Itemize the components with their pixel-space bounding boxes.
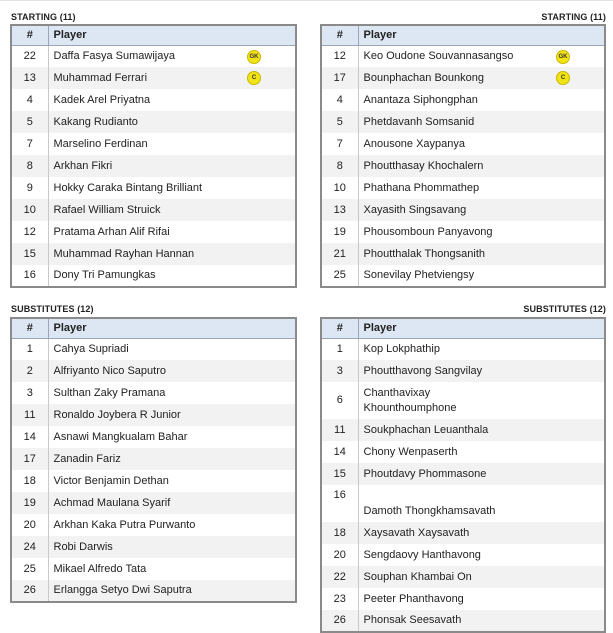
player-name: Victor Benjamin Dethan bbox=[53, 474, 169, 487]
player-name: Alfriyanto Nico Saputro bbox=[53, 364, 166, 377]
player-name: Rafael William Struick bbox=[53, 203, 161, 216]
player-number: 19 bbox=[11, 492, 48, 514]
header-player: Player bbox=[358, 25, 605, 45]
player-number: 1 bbox=[11, 338, 48, 360]
player-number: 7 bbox=[321, 133, 358, 155]
player-row bbox=[321, 338, 605, 360]
player-number: 3 bbox=[11, 382, 48, 404]
player-name: Phoutthalak Thongsanith bbox=[363, 247, 485, 260]
player-row bbox=[321, 111, 605, 133]
header-player: Player bbox=[48, 318, 296, 338]
player-name-cell bbox=[48, 155, 296, 177]
player-name: Pratama Arhan Alif Rifai bbox=[53, 225, 170, 238]
player-row bbox=[11, 155, 296, 177]
player-row bbox=[321, 133, 605, 155]
player-number: 14 bbox=[321, 441, 358, 463]
player-number: 12 bbox=[321, 45, 358, 67]
player-name: Anantaza Siphongphan bbox=[363, 93, 478, 106]
player-name: Phoutthavong Sangvilay bbox=[363, 364, 483, 377]
player-row bbox=[321, 177, 605, 199]
player-name: Damoth Thongkhamsavath bbox=[363, 505, 496, 517]
player-name: Zanadin Fariz bbox=[53, 452, 121, 465]
player-number: 4 bbox=[11, 89, 48, 111]
player-row bbox=[321, 67, 605, 89]
player-row bbox=[11, 221, 296, 243]
player-name: Sulthan Zaky Pramana bbox=[53, 386, 166, 399]
player-row bbox=[321, 265, 605, 287]
goalkeeper-badge: GK bbox=[556, 50, 570, 64]
player-number: 17 bbox=[321, 67, 358, 89]
player-name-cell bbox=[358, 360, 605, 382]
player-row bbox=[321, 566, 605, 588]
player-number: 12 bbox=[11, 221, 48, 243]
player-number: 7 bbox=[11, 133, 48, 155]
player-row bbox=[321, 360, 605, 382]
player-number: 25 bbox=[11, 558, 48, 580]
player-row bbox=[321, 522, 605, 544]
header-number: # bbox=[11, 318, 48, 338]
substitutes-table-indonesia bbox=[10, 317, 297, 603]
player-name: Souphan Khambai On bbox=[363, 570, 472, 583]
table-header-row bbox=[321, 318, 605, 338]
player-row bbox=[11, 580, 296, 602]
player-name: Bounphachan Bounkong bbox=[363, 71, 484, 84]
player-name-cell bbox=[358, 544, 605, 566]
player-row bbox=[321, 441, 605, 463]
player-number: 9 bbox=[11, 177, 48, 199]
starting-table-indonesia bbox=[10, 24, 297, 288]
player-name-cell bbox=[358, 441, 605, 463]
header-number: # bbox=[321, 25, 358, 45]
player-number: 8 bbox=[11, 155, 48, 177]
header-number: # bbox=[321, 318, 358, 338]
player-row bbox=[11, 360, 296, 382]
player-row bbox=[321, 89, 605, 111]
player-number: 14 bbox=[11, 426, 48, 448]
player-row bbox=[321, 199, 605, 221]
player-name: Arkhan Kaka Putra Purwanto bbox=[53, 518, 196, 531]
player-number: 13 bbox=[321, 199, 358, 221]
player-name: Peeter Phanthavong bbox=[363, 592, 464, 605]
player-name-cell bbox=[48, 382, 296, 404]
player-number: 5 bbox=[321, 111, 358, 133]
header-number: # bbox=[11, 25, 48, 45]
goalkeeper-badge: GK bbox=[247, 50, 261, 64]
player-name-cell bbox=[358, 155, 605, 177]
player-number: 20 bbox=[321, 544, 358, 566]
player-name: Soukphachan Leuanthala bbox=[363, 423, 489, 436]
player-name-cell bbox=[358, 89, 605, 111]
player-name: Chony Wenpaserth bbox=[363, 445, 458, 458]
player-name-cell bbox=[48, 536, 296, 558]
player-name: Sengdaovy Hanthavong bbox=[363, 548, 481, 561]
player-number: 3 bbox=[321, 360, 358, 382]
player-row bbox=[11, 558, 296, 580]
player-name-cell bbox=[48, 360, 296, 382]
player-row bbox=[321, 155, 605, 177]
player-name-cell bbox=[48, 221, 296, 243]
player-name: Muhammad Ferrari bbox=[53, 71, 148, 84]
player-name-cell bbox=[48, 265, 296, 287]
player-number: 2 bbox=[11, 360, 48, 382]
player-name-cell bbox=[48, 133, 296, 155]
player-row bbox=[11, 404, 296, 426]
player-row bbox=[11, 514, 296, 536]
player-row bbox=[11, 133, 296, 155]
player-name: Erlangga Setyo Dwi Saputra bbox=[53, 584, 192, 596]
substitutes-title-laos: SUBSTITUTES (12) bbox=[523, 304, 606, 314]
player-name-cell bbox=[48, 470, 296, 492]
player-name: Phathana Phommathep bbox=[363, 181, 480, 194]
player-number: 22 bbox=[321, 566, 358, 588]
player-name: Kadek Arel Priyatna bbox=[53, 93, 151, 106]
player-number: 15 bbox=[11, 243, 48, 265]
player-name: Phousomboun Panyavong bbox=[363, 225, 493, 238]
player-number: 10 bbox=[11, 199, 48, 221]
table-header-row bbox=[321, 25, 605, 45]
player-number: 24 bbox=[11, 536, 48, 558]
player-row bbox=[11, 470, 296, 492]
player-row bbox=[11, 536, 296, 558]
player-number: 26 bbox=[321, 610, 358, 632]
player-name-cell bbox=[358, 610, 605, 632]
player-number: 11 bbox=[11, 404, 48, 426]
player-row bbox=[321, 382, 605, 419]
player-number: 4 bbox=[321, 89, 358, 111]
player-row bbox=[11, 338, 296, 360]
player-number: 25 bbox=[321, 265, 358, 287]
player-row bbox=[321, 544, 605, 566]
player-name: Asnawi Mangkualam Bahar bbox=[53, 430, 188, 443]
player-name-cell bbox=[358, 133, 605, 155]
player-number: 6 bbox=[321, 382, 358, 419]
player-name: Cahya Supriadi bbox=[53, 342, 129, 355]
player-row bbox=[321, 610, 605, 632]
player-row bbox=[11, 492, 296, 514]
player-name-cell bbox=[48, 514, 296, 536]
player-name: Sonevilay Phetviengsy bbox=[363, 269, 475, 281]
player-row bbox=[321, 45, 605, 67]
player-name-cell bbox=[358, 199, 605, 221]
player-name: Phoutdavy Phommasone bbox=[363, 467, 487, 480]
player-name: Phetdavanh Somsanid bbox=[363, 115, 475, 128]
player-number: 20 bbox=[11, 514, 48, 536]
player-name-cell bbox=[358, 485, 605, 522]
player-name-cell bbox=[48, 492, 296, 514]
player-row bbox=[321, 485, 605, 522]
starting-title-laos: STARTING (11) bbox=[541, 12, 606, 22]
player-name: Arkhan Fikri bbox=[53, 159, 113, 172]
substitutes-table-laos bbox=[320, 317, 606, 633]
player-name: Xayasith Singsavang bbox=[363, 203, 467, 216]
player-name-cell bbox=[358, 338, 605, 360]
player-name-cell bbox=[48, 243, 296, 265]
player-number: 1 bbox=[321, 338, 358, 360]
player-number: 21 bbox=[321, 243, 358, 265]
player-name: Robi Darwis bbox=[53, 540, 113, 553]
top-divider bbox=[0, 0, 613, 4]
player-number: 23 bbox=[321, 588, 358, 610]
starting-table-laos bbox=[320, 24, 606, 288]
player-name: Marselino Ferdinan bbox=[53, 137, 148, 150]
player-row bbox=[11, 265, 296, 287]
player-name: Keo Oudone Souvannasangso bbox=[363, 49, 514, 62]
player-name: Kakang Rudianto bbox=[53, 115, 138, 128]
player-name-cell bbox=[48, 580, 296, 602]
player-name-cell bbox=[358, 177, 605, 199]
player-name: Daffa Fasya Sumawijaya bbox=[53, 49, 175, 62]
player-name-cell bbox=[48, 67, 296, 89]
player-row bbox=[321, 243, 605, 265]
player-name-cell bbox=[358, 522, 605, 544]
player-row bbox=[11, 426, 296, 448]
player-row bbox=[11, 45, 296, 67]
player-name-cell bbox=[358, 463, 605, 485]
player-name-cell bbox=[358, 45, 605, 67]
header-player: Player bbox=[48, 25, 296, 45]
captain-badge: C bbox=[556, 71, 570, 85]
player-number: 17 bbox=[11, 448, 48, 470]
player-name: Phonsak Seesavath bbox=[363, 614, 462, 626]
player-number: 19 bbox=[321, 221, 358, 243]
player-name: Dony Tri Pamungkas bbox=[53, 269, 156, 281]
player-row bbox=[11, 448, 296, 470]
player-number: 8 bbox=[321, 155, 358, 177]
player-name-cell bbox=[358, 588, 605, 610]
player-row bbox=[321, 419, 605, 441]
player-name-cell bbox=[48, 199, 296, 221]
player-name: Mikael Alfredo Tata bbox=[53, 562, 147, 575]
player-name: Ronaldo Joybera R Junior bbox=[53, 408, 181, 421]
player-row bbox=[11, 199, 296, 221]
table-header-row bbox=[11, 25, 296, 45]
player-name: Chanthavixay Khounthoumphone bbox=[363, 386, 457, 414]
player-name-cell bbox=[358, 243, 605, 265]
player-number: 16 bbox=[11, 265, 48, 287]
player-row bbox=[11, 67, 296, 89]
starting-title-indonesia: STARTING (11) bbox=[11, 12, 76, 22]
player-name-cell bbox=[358, 67, 605, 89]
player-name-cell bbox=[48, 404, 296, 426]
header-player: Player bbox=[358, 318, 605, 338]
player-name: Phoutthasay Khochalern bbox=[363, 159, 484, 172]
player-number: 15 bbox=[321, 463, 358, 485]
player-number: 22 bbox=[11, 45, 48, 67]
player-row bbox=[11, 382, 296, 404]
player-name-cell bbox=[358, 265, 605, 287]
player-name: Hokky Caraka Bintang Brilliant bbox=[53, 181, 203, 194]
player-name: Kop Lokphathip bbox=[363, 342, 440, 355]
player-name-cell bbox=[358, 221, 605, 243]
player-number: 16 bbox=[321, 485, 358, 522]
player-number: 26 bbox=[11, 580, 48, 602]
player-name: Anousone Xaypanya bbox=[363, 137, 466, 150]
player-number: 5 bbox=[11, 111, 48, 133]
player-name-cell bbox=[48, 89, 296, 111]
player-row bbox=[321, 221, 605, 243]
player-row bbox=[321, 463, 605, 485]
player-name: Achmad Maulana Syarif bbox=[53, 496, 171, 509]
table-header-row bbox=[11, 318, 296, 338]
player-name: Xaysavath Xaysavath bbox=[363, 526, 470, 539]
player-name-cell bbox=[48, 177, 296, 199]
player-row bbox=[11, 243, 296, 265]
player-number: 18 bbox=[321, 522, 358, 544]
player-name-cell bbox=[358, 419, 605, 441]
player-name-cell bbox=[48, 448, 296, 470]
player-number: 18 bbox=[11, 470, 48, 492]
player-name-cell bbox=[48, 426, 296, 448]
player-name-cell bbox=[48, 111, 296, 133]
captain-badge: C bbox=[247, 71, 261, 85]
player-number: 11 bbox=[321, 419, 358, 441]
player-row bbox=[321, 588, 605, 610]
player-number: 13 bbox=[11, 67, 48, 89]
substitutes-title-indonesia: SUBSTITUTES (12) bbox=[11, 304, 94, 314]
player-row bbox=[11, 111, 296, 133]
player-name-cell bbox=[48, 45, 296, 67]
player-name-cell bbox=[358, 382, 605, 419]
player-row bbox=[11, 89, 296, 111]
player-number: 10 bbox=[321, 177, 358, 199]
player-name-cell bbox=[48, 558, 296, 580]
player-name-cell bbox=[358, 111, 605, 133]
player-row bbox=[11, 177, 296, 199]
player-name: Muhammad Rayhan Hannan bbox=[53, 247, 195, 260]
player-name-cell bbox=[358, 566, 605, 588]
player-name-cell bbox=[48, 338, 296, 360]
